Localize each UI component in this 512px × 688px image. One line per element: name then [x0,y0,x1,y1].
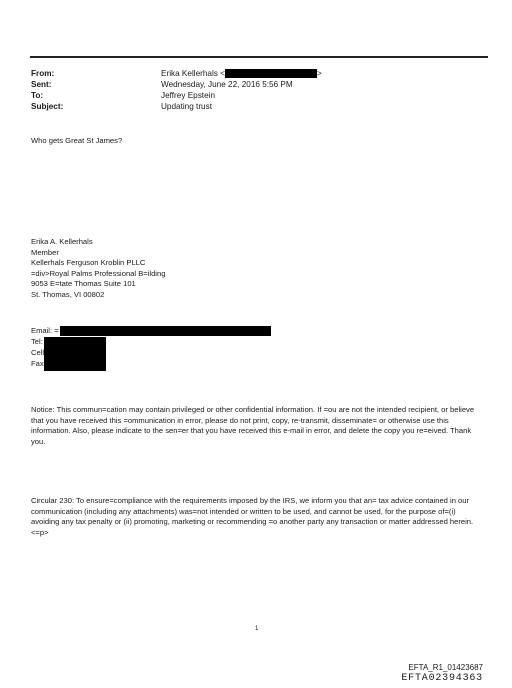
header-rule [30,56,488,58]
efta-reference-large: EFTA02394363 [401,673,483,684]
signature-line: Kellerhals Ferguson Kroblin PLLC [31,258,146,267]
to-value: Jeffrey Epstein [161,91,216,100]
signature-line: St. Thomas, VI 00802 [31,289,105,299]
to-label: To: [31,91,44,100]
from-name: Erika Kellerhals < [161,69,225,78]
confidentiality-notice: Notice: This commun=cation may contain privileged or other confidential information. If =ou are not the intended recipient, or believe that you have received this =ommunication in error, please do not print, copy, re-transmit, disseminate= or otherwise use this information. Also, please indicate to the sen=er that you have received this e-mail in error, and delete the copy you re=eived. Thank you. [31,405,475,446]
signature-line: Erika A. Kellerhals [31,237,93,246]
redaction-email [60,326,271,336]
signature-line: Member [31,247,59,257]
sent-row [31,79,322,90]
subject-value: Updating trust [161,102,212,111]
sent-label: Sent: [31,80,52,89]
email-row [31,326,271,337]
contact-block [31,326,271,369]
circular-230-disclaimer: Circular 230: To ensure=compliance with the requirements imposed by the IRS, we inform you that an= tax advice contained in our communication (including any attachments) was=not intended or written to be used, and cannot be used, for the purpose of=(i) avoiding any tax penalty or (ii) promoting, marketing or recommending =o another party any transaction or matter addressed herein.<=p> [31,496,474,537]
signature-line: 9053 E=tate Thomas Suite 101 [31,279,136,288]
page-number: 1 [255,626,259,632]
fax-label: Fax [31,358,44,368]
email-label: Email: = [31,326,59,336]
cell-label: Cell [31,347,45,357]
to-row [31,90,322,101]
from-tail: > [316,69,322,78]
signature-block [31,237,165,300]
sent-value: Wednesday, June 22, 2016 5:56 PM [161,80,293,89]
from-value [161,68,322,79]
signature-line: =div>Royal Palms Professional B=ilding [31,268,166,278]
from-label: From: [31,69,55,78]
redaction-from-email [225,69,317,78]
subject-label: Subject: [31,102,64,111]
tel-label: Tel: [31,336,43,346]
redaction-phone-numbers [44,337,106,371]
from-row [31,68,322,79]
efta-reference-small: EFTA_R1_01423687 [408,663,483,672]
subject-row [31,101,322,112]
message-body: Who gets Great St James? [31,136,123,145]
email-header [31,68,322,112]
